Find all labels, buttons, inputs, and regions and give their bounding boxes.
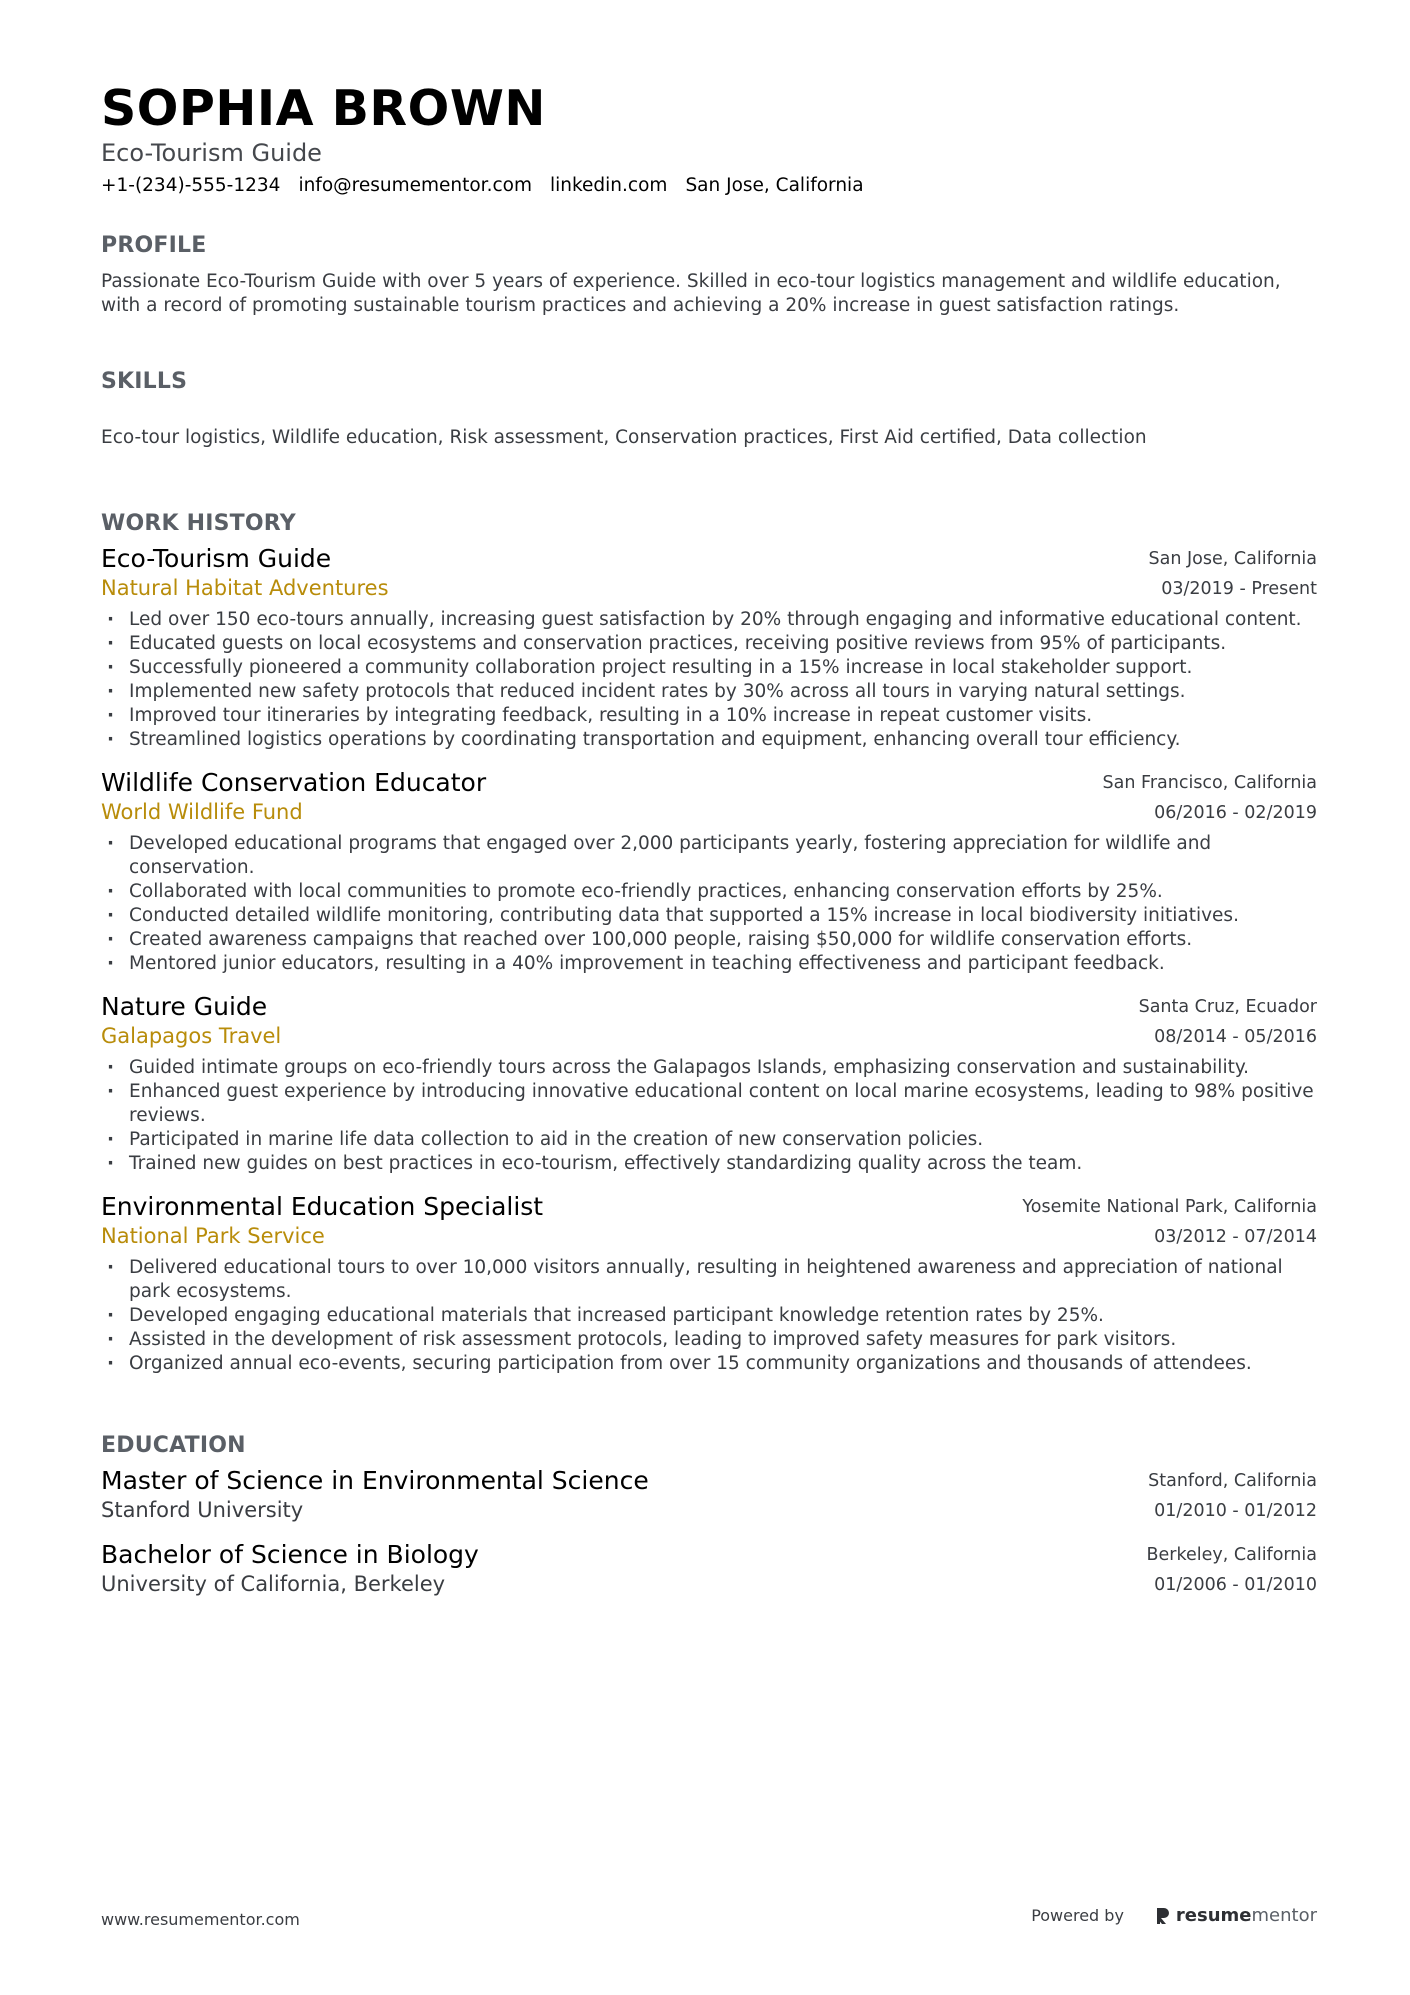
job-bullet: · Enhanced guest experience by introducing innovative educational content on local marine ecosystems, leading to 98% positive reviews. [101, 1080, 1317, 1128]
degree-title: Master of Science in Environmental Science [101, 1466, 649, 1495]
job-bullet: · Conducted detailed wildlife monitoring, contributing data that supported a 15% increase in local biodiversity initiatives. [101, 904, 1317, 928]
job-dates: 06/2016 - 02/2019 [1154, 803, 1317, 823]
contact-linkedin: linkedin.com [549, 175, 668, 196]
job-bullet: · Guided intimate groups on eco-friendly tours across the Galapagos Islands, emphasizing conservation and sustainability. [101, 1056, 1317, 1080]
job-location: San Francisco, California [1102, 773, 1317, 793]
school-name: Stanford University [101, 1498, 304, 1522]
job-dates: 08/2014 - 05/2016 [1154, 1027, 1317, 1047]
brand-name-bold: resume [1175, 1905, 1252, 1926]
job-entry [101, 544, 1317, 752]
powered-by-label: Powered by [1031, 1906, 1124, 1925]
job-bullet: · Collaborated with local communities to promote eco-friendly practices, enhancing conservation efforts by 25%. [101, 880, 1317, 904]
job-bullet: · Improved tour itineraries by integrating feedback, resulting in a 10% increase in repeat customer visits. [101, 704, 1317, 728]
contact-line [101, 174, 1317, 198]
school-location: Berkeley, California [1146, 1545, 1317, 1565]
resumementor-logo-icon [1154, 1906, 1172, 1926]
job-entry [101, 1192, 1317, 1376]
job-title: Nature Guide [101, 992, 268, 1021]
education-entry [101, 1540, 1317, 1600]
job-company: Natural Habitat Adventures [101, 576, 389, 600]
job-company: National Park Service [101, 1224, 325, 1248]
contact-phone: +1-(234)-555-1234 [101, 175, 281, 196]
contact-email: info@resumementor.com [298, 175, 532, 196]
job-bullet: · Implemented new safety protocols that reduced incident rates by 30% across all tours in varying natural settings. [101, 680, 1317, 704]
job-title: Eco-Tourism Guide [101, 544, 332, 573]
job-bullet: · Participated in marine life data collection to aid in the creation of new conservation policies. [101, 1128, 1317, 1152]
education-section-title: EDUCATION [101, 1433, 246, 1458]
job-bullet: · Streamlined logistics operations by coordinating transportation and equipment, enhancing overall tour efficiency. [101, 728, 1317, 752]
profile-section [101, 232, 1317, 318]
job-company: Galapagos Travel [101, 1024, 282, 1048]
school-name: University of California, Berkeley [101, 1572, 446, 1596]
footer-website[interactable]: www.resumementor.com [101, 1910, 300, 1929]
footer-powered-by [1031, 1905, 1317, 1926]
candidate-name: SOPHIA BROWN [101, 80, 546, 137]
job-bullet: · Developed engaging educational materials that increased participant knowledge retention rates by 25%. [101, 1304, 1317, 1328]
job-location: San Jose, California [1148, 549, 1317, 569]
profile-text: Passionate Eco-Tourism Guide with over 5 years of experience. Skilled in eco-tour logistics management and wildlife education, with a record of promoting sustainable tourism practices and achieving a 20% increase in guest satisfaction ratings. [101, 271, 1281, 316]
job-bullet: · Organized annual eco-events, securing participation from over 15 community organizations and thousands of attendees. [101, 1352, 1317, 1376]
resume-page [101, 80, 1317, 1600]
job-bullet: · Led over 150 eco-tours annually, increasing guest satisfaction by 20% through engaging and informative educational content. [101, 608, 1317, 632]
job-title: Environmental Education Specialist [101, 1192, 544, 1221]
job-bullets [101, 1256, 1317, 1376]
job-bullet: · Assisted in the development of risk assessment protocols, leading to improved safety measures for park visitors. [101, 1328, 1317, 1352]
job-location: Santa Cruz, Ecuador [1138, 997, 1317, 1017]
job-bullet: · Delivered educational tours to over 10,000 visitors annually, resulting in heightened awareness and appreciation of national park ecosystems. [101, 1256, 1317, 1304]
education-dates: 01/2010 - 01/2012 [1154, 1501, 1317, 1521]
job-entry [101, 992, 1317, 1176]
education-section [101, 1432, 1317, 1600]
skills-section-title: SKILLS [101, 369, 188, 394]
job-bullet: · Educated guests on local ecosystems and conservation practices, receiving positive reviews from 95% of participants. [101, 632, 1317, 656]
job-bullet: · Mentored junior educators, resulting in a 40% improvement in teaching effectiveness and participant feedback. [101, 952, 1317, 976]
resume-header [101, 80, 1317, 198]
job-bullet: · Successfully pioneered a community collaboration project resulting in a 15% increase in local stakeholder support. [101, 656, 1317, 680]
job-bullet: · Developed educational programs that engaged over 2,000 participants yearly, fostering appreciation for wildlife and conservation. [101, 832, 1317, 880]
job-bullets [101, 1056, 1317, 1176]
work-history-section-title: WORK HISTORY [101, 511, 296, 536]
job-bullet: · Trained new guides on best practices in eco-tourism, effectively standardizing quality across the team. [101, 1152, 1317, 1176]
job-location: Yosemite National Park, California [1022, 1197, 1317, 1217]
work-history-section [101, 510, 1317, 1376]
candidate-headline: Eco-Tourism Guide [101, 139, 322, 167]
job-bullet: · Created awareness campaigns that reached over 100,000 people, raising $50,000 for wildlife conservation efforts. [101, 928, 1317, 952]
education-dates: 01/2006 - 01/2010 [1154, 1575, 1317, 1595]
job-bullets [101, 608, 1317, 752]
job-dates: 03/2019 - Present [1161, 579, 1317, 599]
job-bullets [101, 832, 1317, 976]
education-entry [101, 1466, 1317, 1526]
brand-name-light: mentor [1251, 1905, 1317, 1926]
job-title: Wildlife Conservation Educator [101, 768, 487, 797]
school-location: Stanford, California [1148, 1471, 1317, 1491]
job-dates: 03/2012 - 07/2014 [1154, 1227, 1317, 1247]
skills-section [101, 368, 1317, 450]
skills-text: Eco-tour logistics, Wildlife education, Risk assessment, Conservation practices, First Aid certified, Data collection [101, 427, 1147, 448]
job-company: World Wildlife Fund [101, 800, 303, 824]
job-entry [101, 768, 1317, 976]
brand-logo[interactable] [1154, 1905, 1317, 1926]
profile-section-title: PROFILE [101, 233, 207, 258]
degree-title: Bachelor of Science in Biology [101, 1540, 479, 1569]
contact-location: San Jose, California [685, 175, 864, 196]
